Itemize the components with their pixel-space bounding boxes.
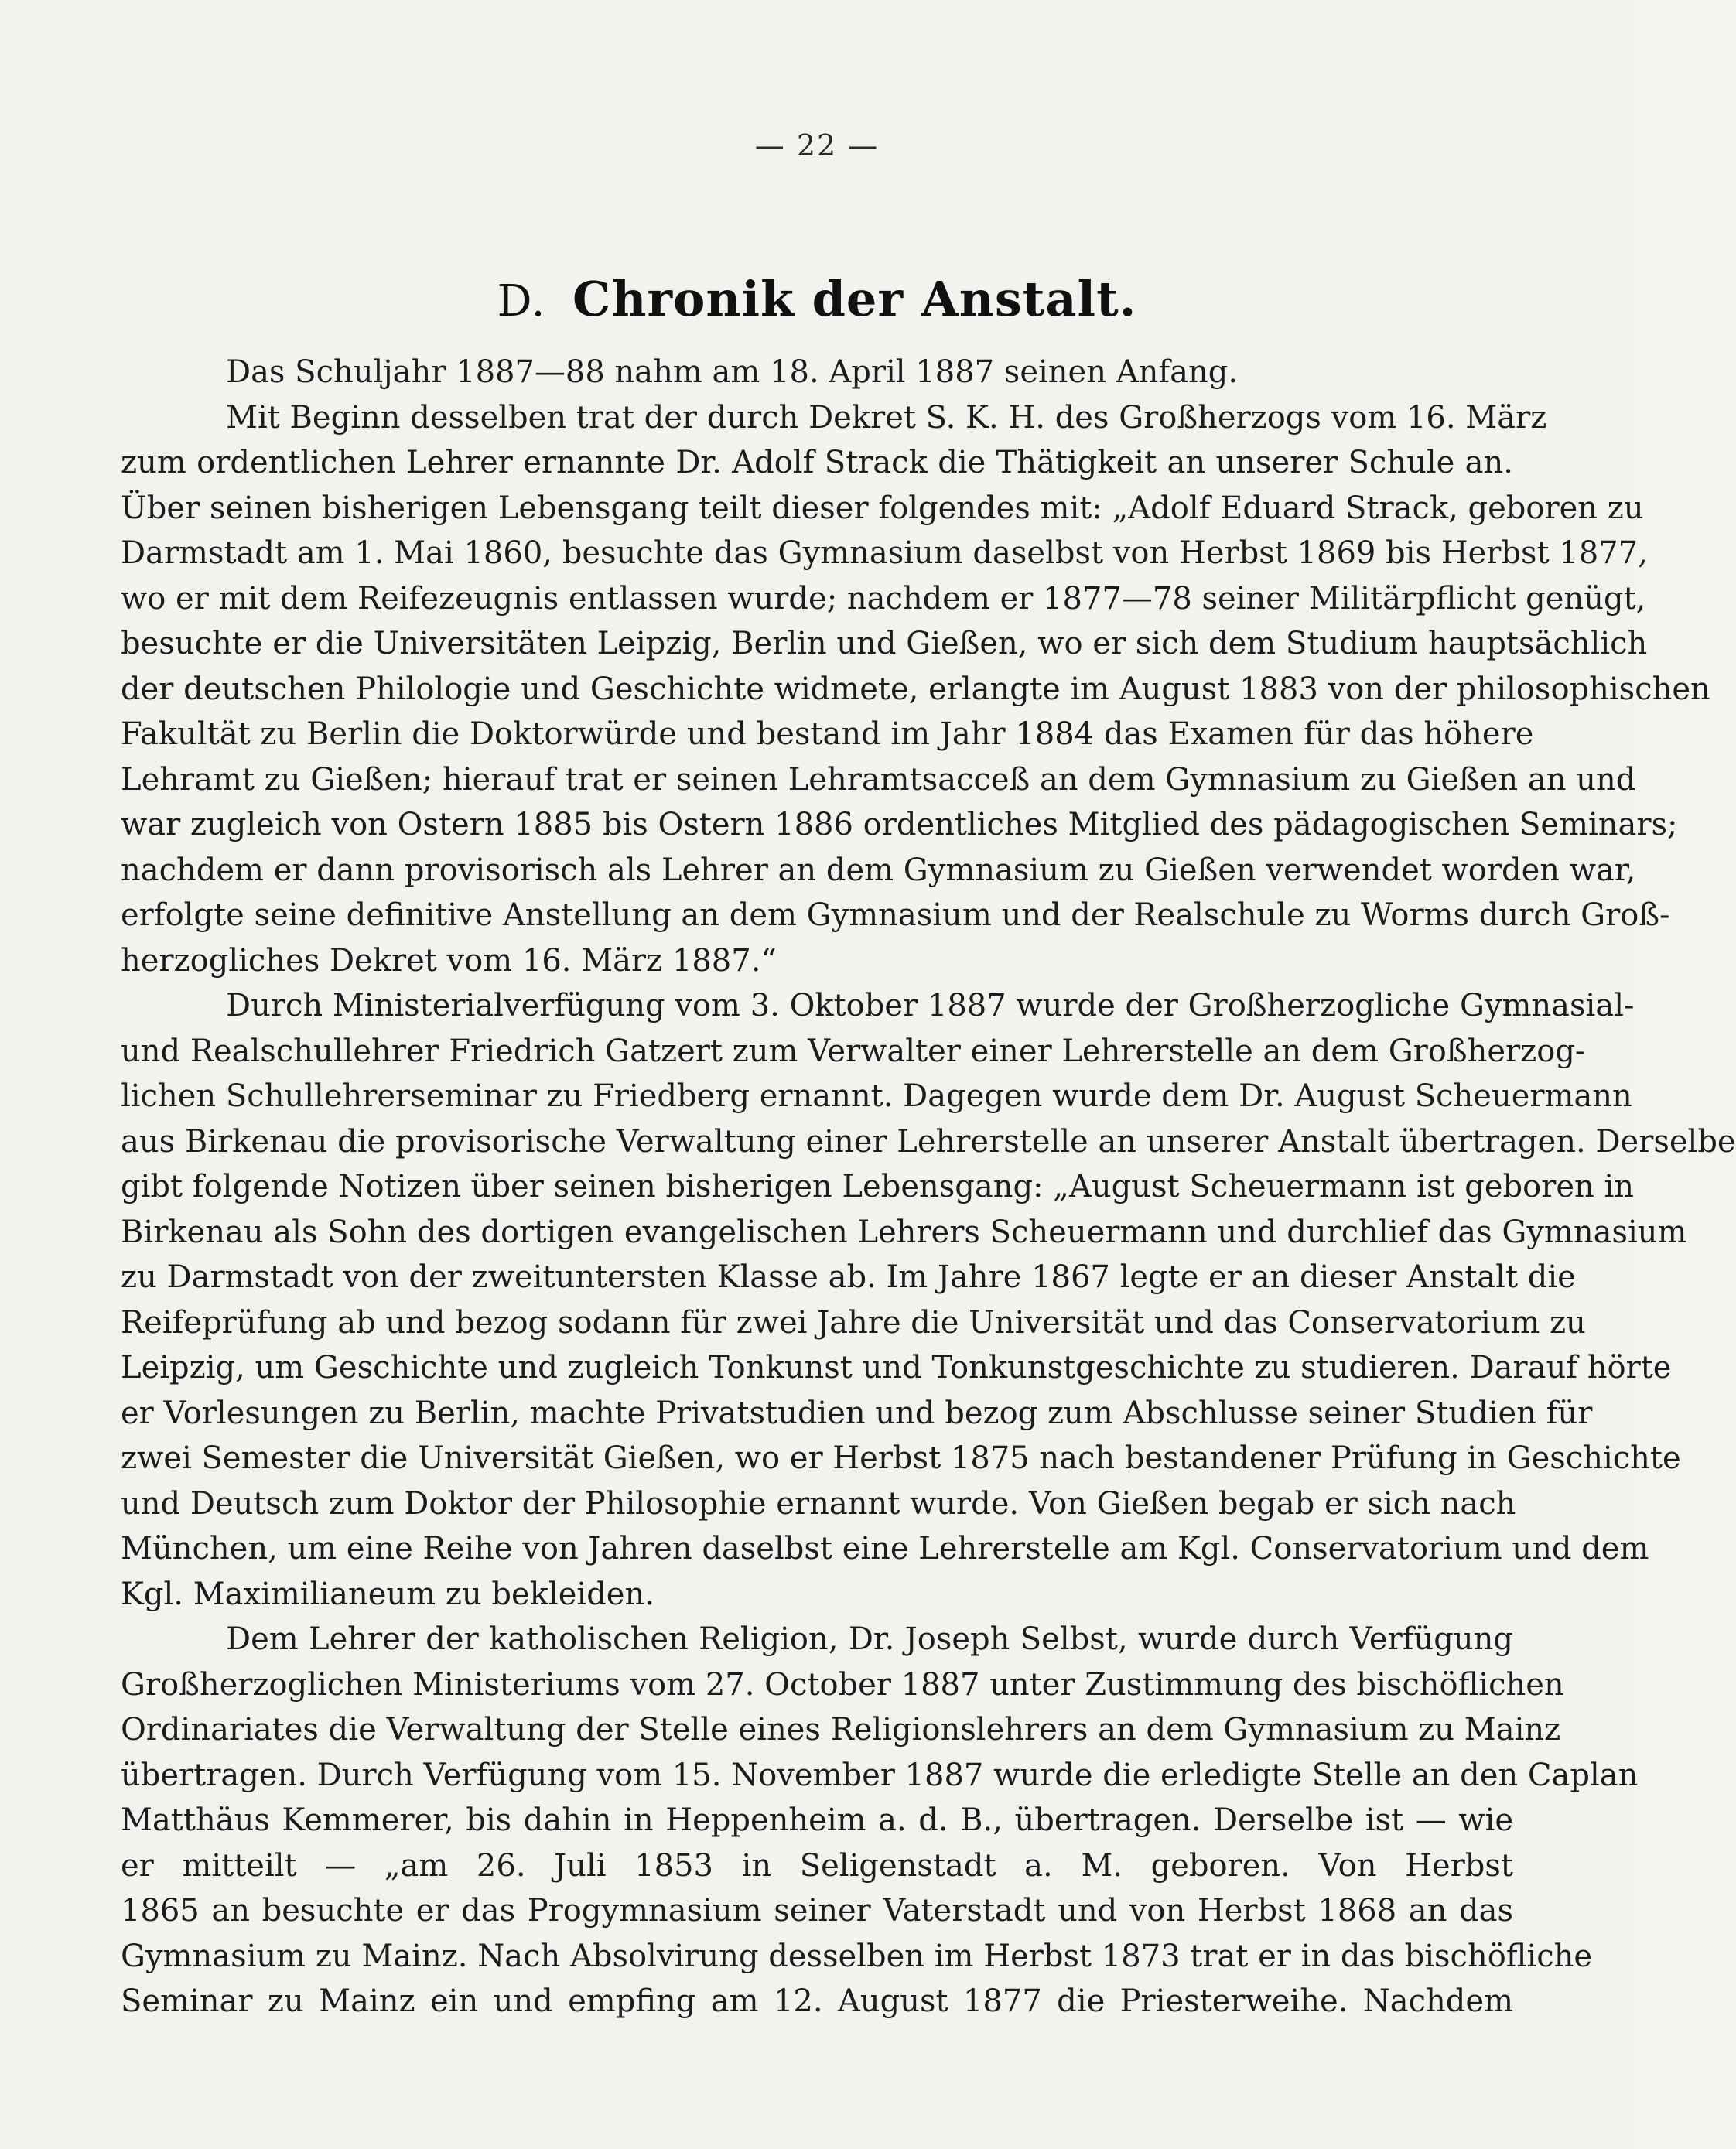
text-line: er mitteilt — „am 26. Juli 1853 in Seligenstadt a. M. geboren. Von Herbst <box>121 1847 1513 1884</box>
text-line: aus Birkenau die provisorische Verwaltung einer Lehrerstelle an unserer Anstalt übertragen. Derselbe <box>121 1123 1736 1160</box>
text-line: Mit Beginn desselben trat der durch Dekret S. K. H. des Großherzogs vom 16. März <box>226 399 1547 436</box>
text-line: gibt folgende Notizen über seinen bisherigen Lebensgang: „August Scheuermann ist geboren in <box>121 1169 1635 1204</box>
text-line: herzogliches Dekret vom 16. März 1887.“ <box>121 942 777 979</box>
text-line: zum ordentlichen Lehrer ernannte Dr. Adolf Strack die Thätigkeit an unserer Schule an. <box>121 445 1513 480</box>
body-text <box>121 350 1736 2024</box>
text-line: Dem Lehrer der katholischen Religion, Dr. Joseph Selbst, wurde durch Verfügung <box>226 1621 1513 1657</box>
text-line: Großherzoglichen Ministeriums vom 27. October 1887 unter Zustimmung des bischöflichen <box>121 1666 1564 1703</box>
text-line: Durch Ministerialverfügung vom 3. Oktober 1887 wurde der Großherzogliche Gymnasial- <box>226 988 1635 1023</box>
text-line: wo er mit dem Reifezeugnis entlassen wurde; nachdem er 1877—78 seiner Militärpflicht genügt, <box>121 580 1646 617</box>
text-line: Reifeprüfung ab und bezog sodann für zwei Jahre die Universität und das Conservatorium zu <box>121 1304 1586 1341</box>
text-line: Gymnasium zu Mainz. Nach Absolvirung desselben im Herbst 1873 trat er in das bischöfliche <box>121 1938 1593 1974</box>
text-line: war zugleich von Ostern 1885 bis Ostern 1886 ordentliches Mitglied des pädagogischen Seminars; <box>121 807 1678 842</box>
text-line: übertragen. Durch Verfügung vom 15. November 1887 wurde die erledigte Stelle an den Caplan <box>121 1757 1639 1793</box>
section-number: D. <box>497 276 546 326</box>
text-line: 1865 an besuchte er das Progymnasium seiner Vaterstadt und von Herbst 1868 an das <box>121 1893 1513 1929</box>
text-line: besuchte er die Universitäten Leipzig, Berlin und Gießen, wo er sich dem Studium hauptsächlich <box>121 626 1648 661</box>
text-line: erfolgte seine definitive Anstellung an dem Gymnasium und der Realschule zu Worms durch Groß- <box>121 897 1670 933</box>
text-line: Leipzig, um Geschichte und zugleich Tonkunst und Tonkunstgeschichte zu studieren. Darauf hörte <box>121 1350 1672 1385</box>
section-title: Chronik der Anstalt. <box>572 271 1137 327</box>
text-line: München, um eine Reihe von Jahren daselbst eine Lehrerstelle am Kgl. Conservatorium und dem <box>121 1531 1649 1566</box>
text-line: Fakultät zu Berlin die Doktorwürde und bestand im Jahr 1884 das Examen für das höhere <box>121 716 1534 752</box>
text-line: nachdem er dann provisorisch als Lehrer an dem Gymnasium zu Gießen verwendet worden war, <box>121 852 1636 888</box>
text-line: Darmstadt am 1. Mai 1860, besuchte das Gymnasium daselbst von Herbst 1869 bis Herbst 1877, <box>121 535 1648 571</box>
text-line: Ordinariates die Verwaltung der Stelle eines Religionslehrers an dem Gymnasium zu Mainz <box>121 1712 1561 1748</box>
text-line: zu Darmstadt von der zweituntersten Klasse ab. Im Jahre 1867 legte er an dieser Anstalt die <box>121 1259 1576 1295</box>
text-line: und Deutsch zum Doktor der Philosophie ernannt wurde. Von Gießen begab er sich nach <box>121 1485 1516 1522</box>
text-line: Matthäus Kemmerer, bis dahin in Heppenheim a. d. B., übertragen. Derselbe ist — wie <box>121 1802 1513 1838</box>
text-line: Lehramt zu Gießen; hierauf trat er seinen Lehramtsacceß an dem Gymnasium zu Gießen an und <box>121 761 1636 798</box>
section-heading <box>0 271 1634 327</box>
text-line: und Realschullehrer Friedrich Gatzert zum Verwalter einer Lehrerstelle an dem Großherzog- <box>121 1033 1586 1069</box>
text-line: der deutschen Philologie und Geschichte widmete, erlangte im August 1883 von der philosophischen <box>121 671 1710 707</box>
text-line: Das Schuljahr 1887—88 nahm am 18. April 1887 seinen Anfang. <box>226 354 1239 390</box>
text-line: er Vorlesungen zu Berlin, machte Privatstudien und bezog zum Abschlusse seiner Studien für <box>121 1395 1593 1431</box>
text-line: lichen Schullehrerseminar zu Friedberg ernannt. Dagegen wurde dem Dr. August Scheuermann <box>121 1078 1632 1114</box>
text-line: Kgl. Maximilianeum zu bekleiden. <box>121 1576 654 1612</box>
text-line: Über seinen bisherigen Lebensgang teilt dieser folgendes mit: „Adolf Eduard Strack, geboren zu <box>121 490 1644 526</box>
text-line: Seminar zu Mainz ein und empfing am 12. August 1877 die Priesterweihe. Nachdem <box>121 1983 1513 2019</box>
page-number: — 22 — <box>754 128 880 162</box>
text-line: zwei Semester die Universität Gießen, wo er Herbst 1875 nach bestandener Prüfung in Geschichte <box>121 1440 1681 1476</box>
text-line: Birkenau als Sohn des dortigen evangelischen Lehrers Scheuermann und durchlief das Gymnasium <box>121 1214 1687 1250</box>
